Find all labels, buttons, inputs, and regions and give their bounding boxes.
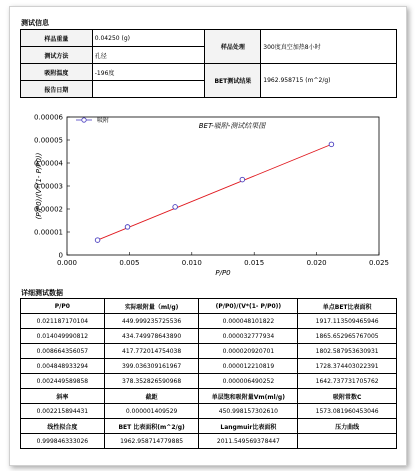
summary-value-row <box>21 434 397 449</box>
chart-title: BET-吸附-测试结果图 <box>198 122 266 130</box>
summary-header-row <box>21 419 397 434</box>
header-cell: 截距 <box>104 389 199 404</box>
table-cell: 0.021187170104 <box>21 314 105 329</box>
y-axis-label: (P/P0)/(V*(1- P/P0)) <box>35 152 43 220</box>
table-row <box>21 314 397 329</box>
table-cell: 399.036309161967 <box>104 359 199 374</box>
details-table <box>20 298 397 449</box>
data-point <box>95 238 100 243</box>
bet-result-label: BET测试结果 <box>205 64 261 98</box>
header-cell: 线性拟合度 <box>21 419 105 434</box>
y-tick-label: 0 <box>58 251 63 260</box>
sample-weight-value: 0.04250 (g) <box>92 30 205 47</box>
plot-area <box>67 117 379 255</box>
table-cell: 1728.374403022391 <box>298 359 397 374</box>
header-cell: 吸附常数C <box>298 389 397 404</box>
table-cell: 417.772014754038 <box>104 344 199 359</box>
data-point <box>329 142 334 147</box>
report-date-label: 报告日期 <box>21 81 93 98</box>
table-cell: 1962.958714779885 <box>104 434 199 449</box>
x-tick-label: 0.015 <box>244 259 265 267</box>
table-cell: 449.999235725536 <box>104 314 199 329</box>
header-cell: 斜率 <box>21 389 105 404</box>
summary-header-row <box>21 389 397 404</box>
sample-weight-label: 样品重量 <box>21 30 93 47</box>
table-cell: 0.000012210819 <box>199 359 298 374</box>
table-cell: 2011.549569378447 <box>199 434 298 449</box>
data-point <box>125 225 130 230</box>
x-tick-label: 0.005 <box>119 259 140 267</box>
bet-chart <box>10 7 406 277</box>
table-row <box>21 329 397 344</box>
table-cell: 0.002449589858 <box>21 374 105 389</box>
x-tick-label: 0.020 <box>306 259 327 267</box>
table-cell: 1802.587953630931 <box>298 344 397 359</box>
x-tick-label: 0.000 <box>56 259 78 267</box>
info-section-title: 测试信息 <box>21 19 49 27</box>
header-cell: P/P0 <box>21 299 105 314</box>
sample-treatment-label: 样品处理 <box>205 30 261 64</box>
table-cell: 1573.081960453046 <box>298 404 397 419</box>
report-sheet <box>9 6 407 466</box>
y-tick-label: 0.00003 <box>34 182 63 191</box>
table-cell: 0.014049990812 <box>21 329 105 344</box>
adsorption-temp-label: 吸附温度 <box>21 64 93 81</box>
header-cell: (P/P0)/(V*(1- P/P0)) <box>199 299 298 314</box>
table-cell: 450.998157302610 <box>199 404 298 419</box>
table-row <box>21 374 397 389</box>
header-cell: 单点BET比表面积 <box>298 299 397 314</box>
header-cell: 单层饱和吸附量Vm(ml/g) <box>199 389 298 404</box>
table-cell <box>298 434 397 449</box>
x-tick-label: 0.025 <box>368 259 390 267</box>
test-method-value: 孔径 <box>92 47 205 64</box>
legend-marker <box>82 118 86 122</box>
sample-treatment-value: 300度真空加热8小时 <box>261 30 397 64</box>
adsorption-temp-value: -196度 <box>92 64 205 81</box>
details-section-title: 详细测试数据 <box>21 289 63 297</box>
header-cell: 实际吸附量（ml/g) <box>104 299 199 314</box>
summary-value-row <box>21 404 397 419</box>
table-cell: 1865.652965767005 <box>298 329 397 344</box>
x-tick-label: 0.010 <box>181 259 202 267</box>
y-tick-label: 0.00006 <box>34 113 63 122</box>
table-cell: 0.004848933294 <box>21 359 105 374</box>
bet-result-value: 1962.958715 (m^2/g) <box>261 64 397 98</box>
table-cell: 0.000006490252 <box>199 374 298 389</box>
legend-label: 吸附 <box>97 117 110 124</box>
y-tick-label: 0.00001 <box>34 228 63 237</box>
header-cell: Langmuir比表面积 <box>199 419 298 434</box>
table-row <box>21 359 397 374</box>
table-cell: 0.002215894431 <box>21 404 105 419</box>
table-cell: 0.000020920701 <box>199 344 298 359</box>
table-cell: 378.352826590968 <box>104 374 199 389</box>
data-point <box>240 177 245 182</box>
x-axis-label: P/P0 <box>215 269 231 277</box>
test-method-label: 测试方法 <box>21 47 93 64</box>
header-cell: 压力曲线 <box>298 419 397 434</box>
table-cell: 0.999846333026 <box>21 434 105 449</box>
table-cell: 1917.113509465946 <box>298 314 397 329</box>
y-tick-label: 0.00002 <box>34 205 63 214</box>
y-tick-label: 0.00005 <box>34 136 63 145</box>
table-cell: 1642.737731705762 <box>298 374 397 389</box>
table-cell: 0.000001409529 <box>104 404 199 419</box>
table-cell: 0.000032777934 <box>199 329 298 344</box>
y-tick-label: 0.00004 <box>34 159 63 168</box>
data-point <box>173 205 178 210</box>
table-cell: 434.749978643890 <box>104 329 199 344</box>
details-header-row <box>21 299 397 314</box>
header-cell: BET 比表面积(m^2/g) <box>104 419 199 434</box>
table-cell: 0.008664356057 <box>21 344 105 359</box>
table-row <box>21 344 397 359</box>
table-cell: 0.000048101822 <box>199 314 298 329</box>
